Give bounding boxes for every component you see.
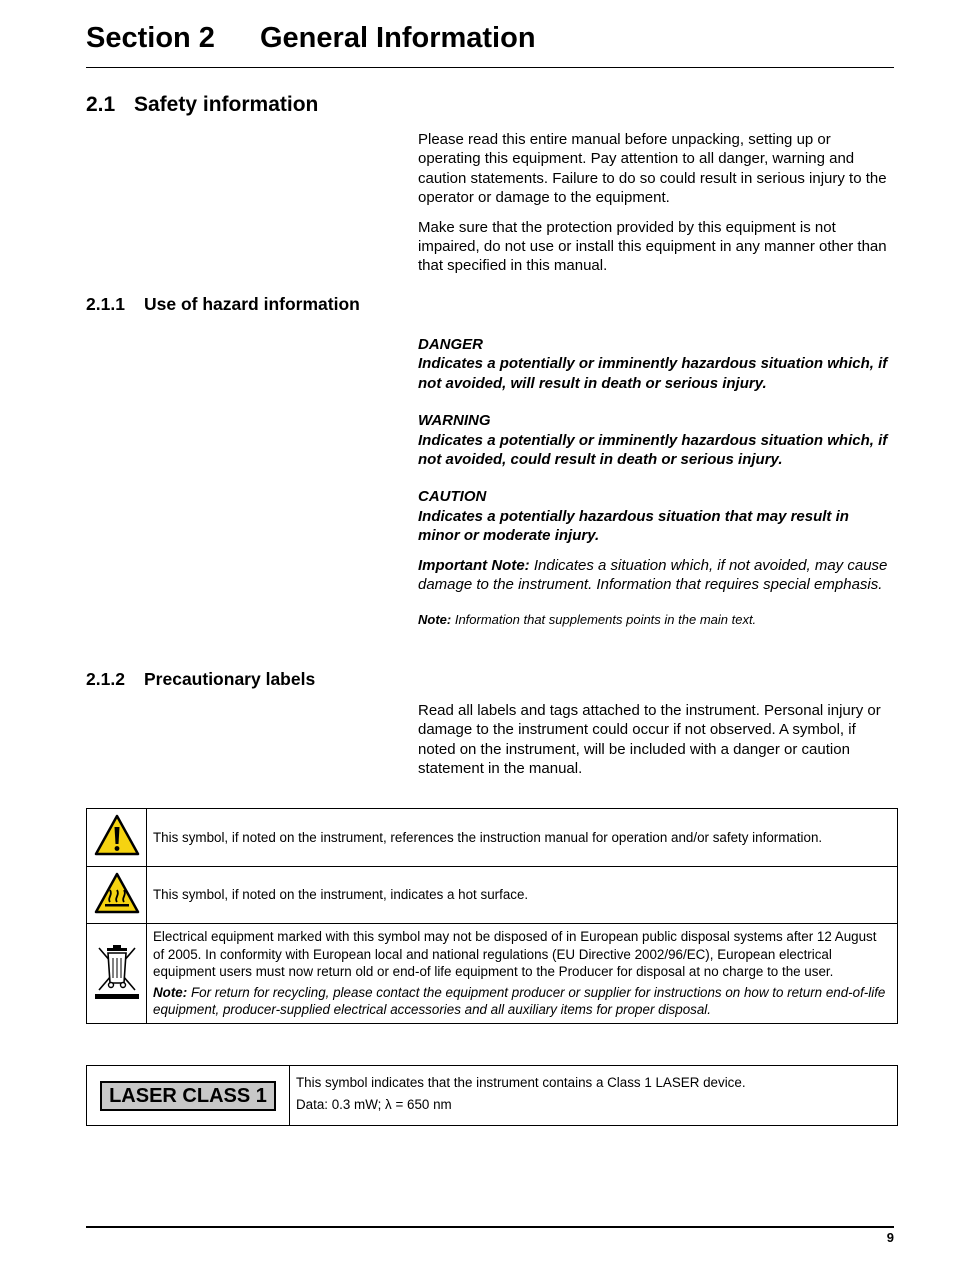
important-note-text: Indicates a situation which, if not avoided, may cause damage to the instrument. Information that requires special emphasis.: [418, 556, 888, 594]
crossed-bin-icon: [93, 940, 141, 1002]
section-title: General Information: [260, 22, 536, 54]
symbol-row-hot: [87, 867, 898, 924]
symbol-weee-cell: [147, 924, 898, 1024]
safety-title: Safety information: [134, 93, 319, 116]
important-note: [418, 556, 894, 595]
hazard-body: [418, 335, 894, 630]
warning-triangle-icon: [94, 813, 140, 857]
laser-text-1: This symbol indicates that the instrument contains a Class 1 LASER device.: [296, 1075, 746, 1090]
caution-title: CAUTION: [418, 488, 487, 506]
danger-text: Indicates a potentially or imminently hazardous situation which, if not avoided, will result in death or serious injury.: [418, 355, 888, 392]
labels-body: [418, 701, 894, 779]
labels-para: Read all labels and tags attached to the instrument. Personal injury or damage to the instrument could occur if not observed. A symbol, if noted on the instrument, will be included with a danger or caution statement in the manual.: [418, 702, 881, 778]
caution-text: Indicates a potentially hazardous situation that may result in minor or moderate injury.: [418, 507, 849, 545]
section-heading: [86, 22, 536, 55]
laser-text-2: Data: 0.3 mW; λ = 650 nm: [296, 1096, 452, 1112]
weee-note-label: Note:: [153, 984, 188, 1000]
symbol-cell-weee: [87, 924, 147, 1024]
warning-title: WARNING: [418, 412, 491, 430]
labels-heading: [86, 669, 315, 690]
safety-number: 2.1: [86, 93, 116, 116]
safety-para-2: Make sure that the protection provided by this equipment is not impaired, do not use or install this equipment in any manner other than that specified in this manual.: [418, 218, 887, 275]
laser-badge-cell: [87, 1066, 290, 1126]
warning-text: Indicates a potentially or imminently hazardous situation which, if not avoided, could result in death or serious injury.: [418, 431, 888, 469]
symbol-weee-text: Electrical equipment marked with this symbol may not be disposed of in European public disposal systems after 12 August of 2005. In conformity with European local and national regulations (EU Directive 2002/96/EC), European electrical equipment users must now return old or end-of life equipment to the Producer for disposal at no charge to the user.: [153, 929, 877, 979]
info-note-label: Note:: [418, 612, 452, 628]
hazard-heading: [86, 294, 360, 315]
laser-table: [86, 1065, 898, 1126]
symbol-row-warning: [87, 809, 898, 867]
symbol-cell-hot: [87, 867, 147, 924]
safety-para-1: Please read this entire manual before unpacking, setting up or operating this equipment. Pay attention to all danger, warning and caution statements. Failure to do so could result in serious injury to the operator or damage to the equipment.: [418, 131, 887, 207]
laser-text-cell: [290, 1066, 898, 1126]
info-note: [418, 610, 894, 629]
danger-title: DANGER: [418, 336, 484, 353]
important-note-label: Important Note:: [418, 556, 530, 574]
safety-heading: [86, 93, 318, 117]
laser-row: [87, 1066, 898, 1126]
footer-rule: [86, 1226, 894, 1228]
symbol-cell-warning: [87, 809, 147, 867]
labels-number: 2.1.2: [86, 669, 125, 689]
labels-title: Precautionary labels: [144, 669, 316, 689]
symbol-row-weee: [87, 924, 898, 1024]
section-label: Section 2: [86, 22, 215, 54]
header-rule: [86, 67, 894, 68]
weee-note-text: For return for recycling, please contact the equipment producer or supplier for instructions on how to return end-of-life equipment, producer-supplied electrical accessories and all auxiliary items for proper disposal.: [153, 984, 886, 1017]
symbol-warning-text: This symbol, if noted on the instrument, references the instruction manual for operation and/or safety information.: [147, 809, 898, 867]
symbols-table: [86, 808, 898, 1024]
safety-body: [418, 130, 894, 276]
info-note-text: Information that supplements points in the main text.: [454, 612, 757, 628]
symbol-hot-text: This symbol, if noted on the instrument, indicates a hot surface.: [147, 867, 898, 924]
hazard-title: Use of hazard information: [144, 294, 360, 314]
laser-class-badge: LASER CLASS 1: [100, 1081, 276, 1111]
hazard-number: 2.1.1: [86, 294, 125, 314]
symbol-weee-note: [153, 984, 891, 1019]
hot-surface-icon: [94, 871, 140, 915]
page-number: 9: [886, 1230, 894, 1245]
